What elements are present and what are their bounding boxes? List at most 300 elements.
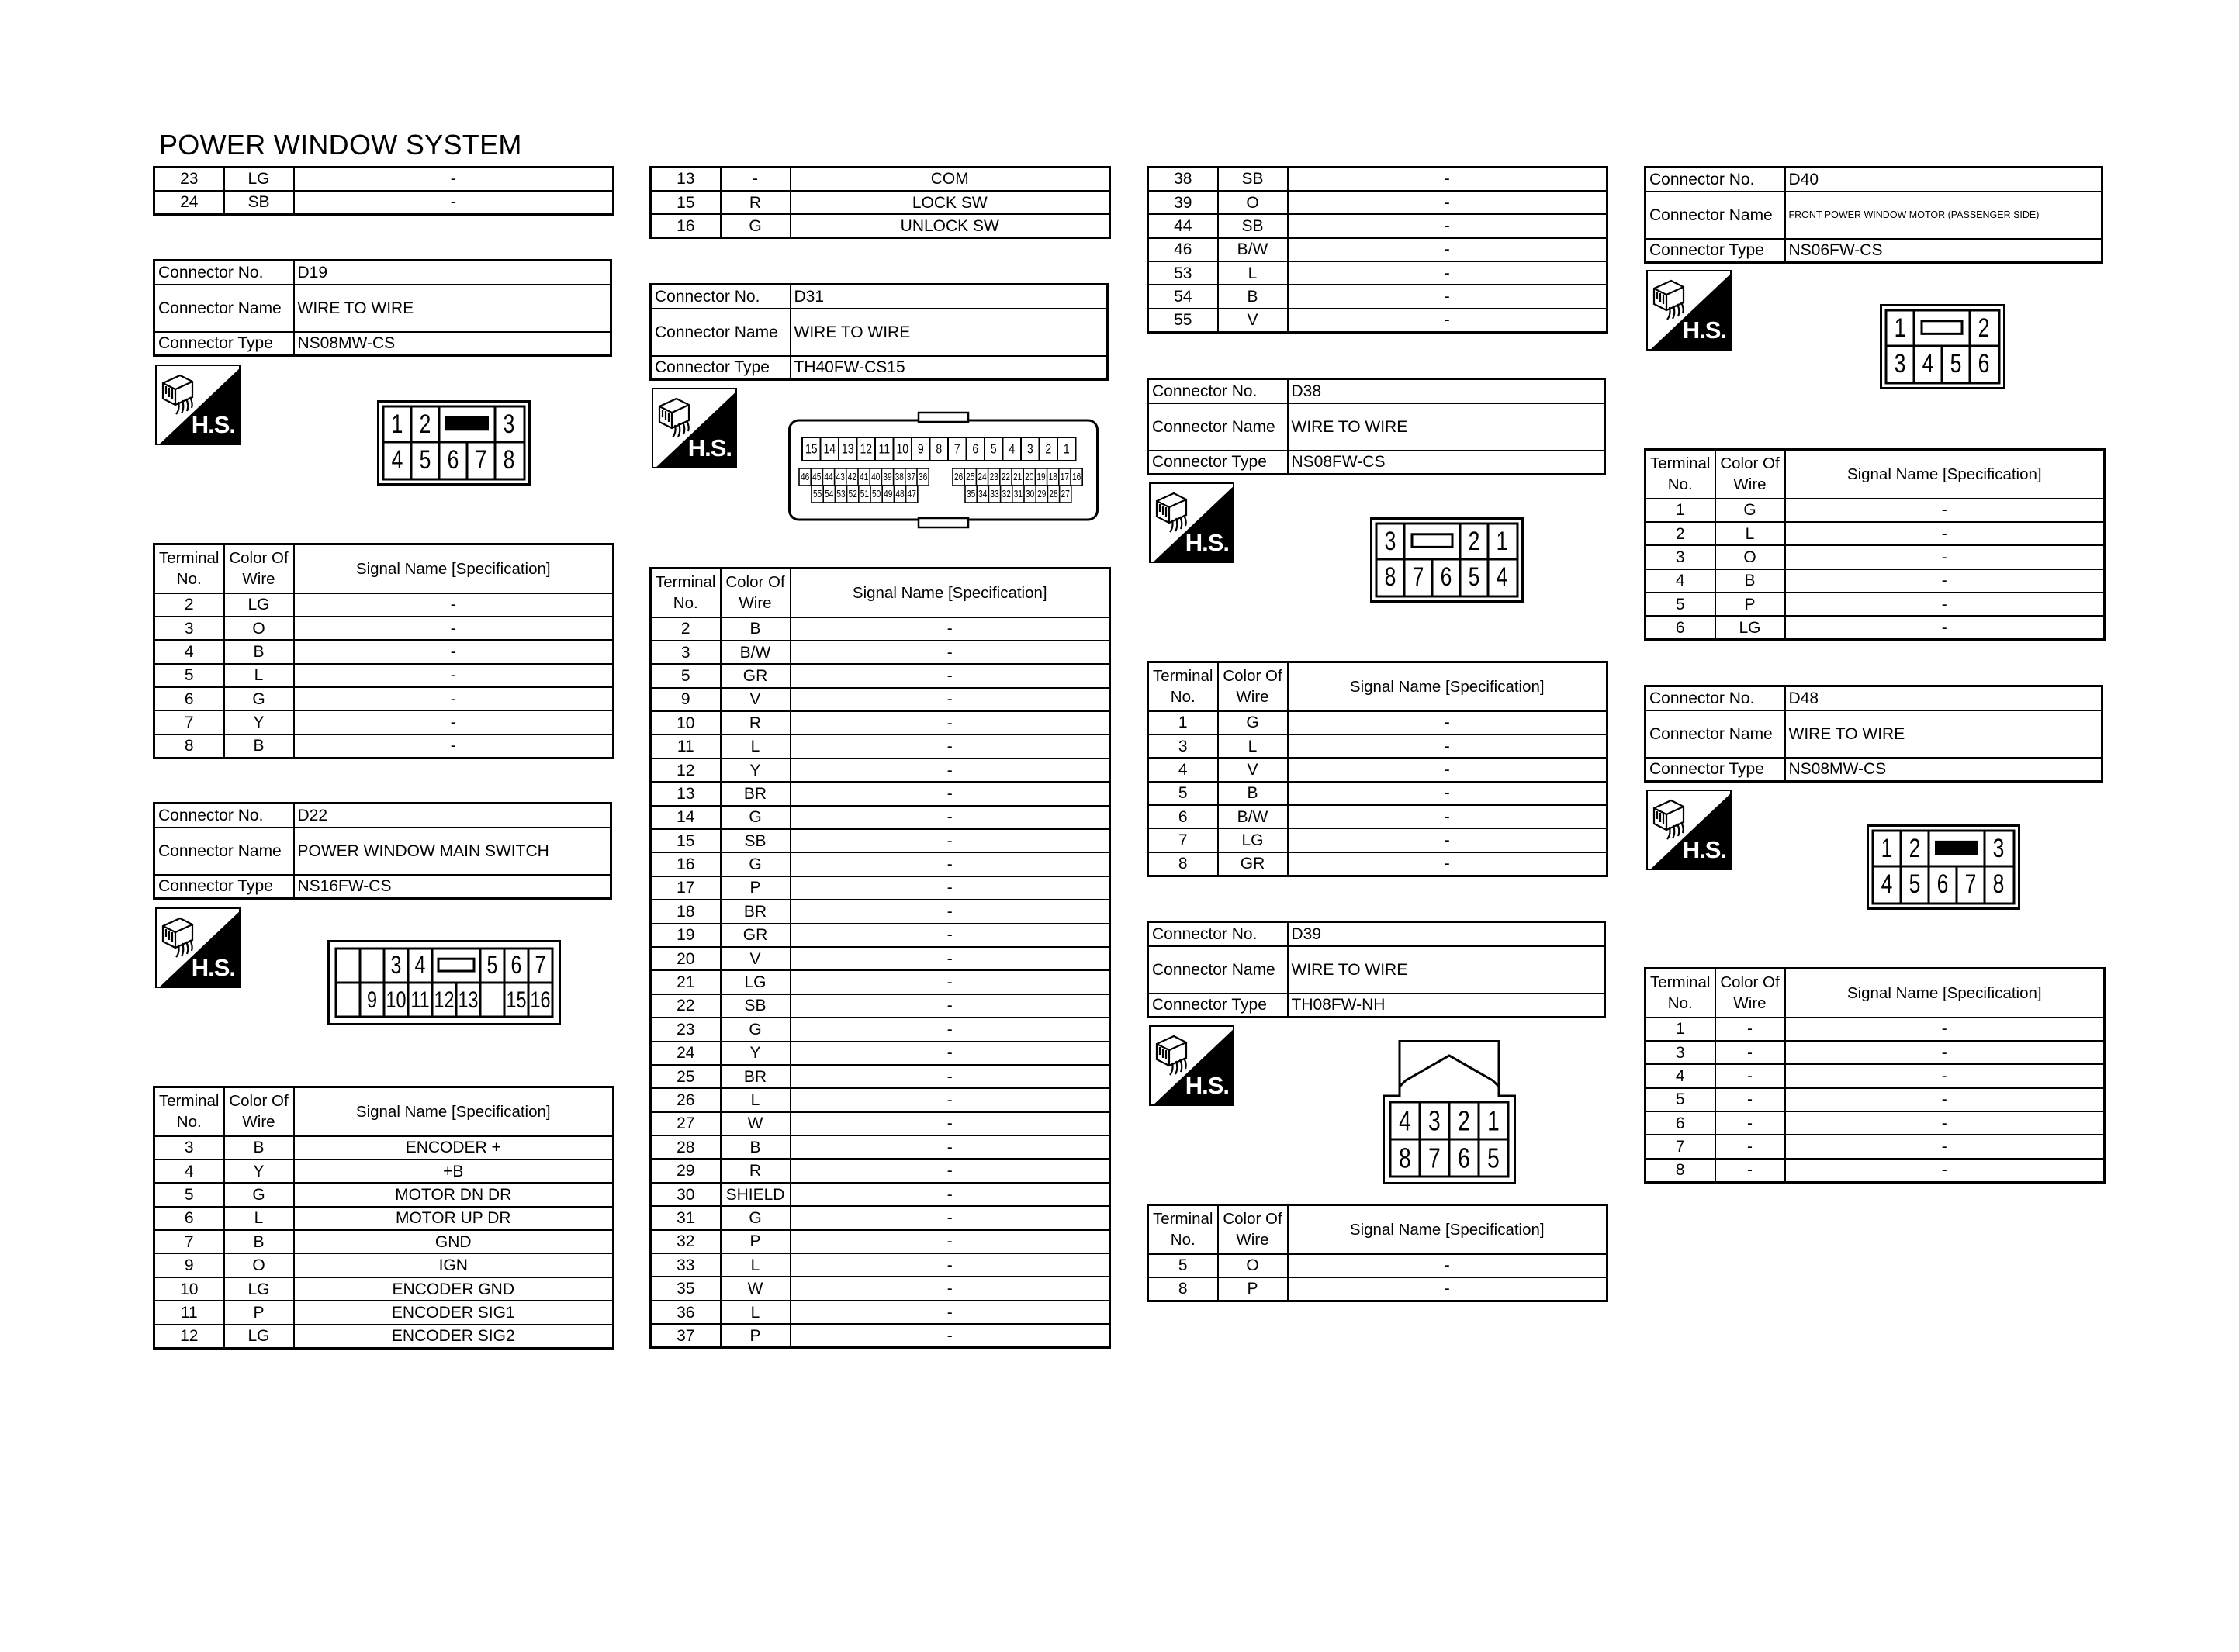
pin-number: 8 xyxy=(936,441,943,458)
connector-no-label: Connector No. xyxy=(1148,379,1288,403)
wire-color-cell: B xyxy=(1715,569,1785,593)
wire-color-cell: R xyxy=(721,711,791,734)
pin-number: 13 xyxy=(458,987,479,1013)
connector-info-d22 xyxy=(153,802,612,900)
harness-side-icon xyxy=(1149,482,1234,563)
wire-color-cell: SB xyxy=(721,829,791,852)
terminal-cell: 35 xyxy=(651,1277,721,1300)
terminal-cell: 10 xyxy=(154,1277,224,1301)
terminal-cell: 16 xyxy=(651,852,721,876)
wire-color-cell: P xyxy=(224,1301,294,1324)
terminal-cell: 12 xyxy=(651,759,721,782)
table-header-row xyxy=(154,544,614,593)
column-header-terminal: Terminal No. xyxy=(1646,450,1715,499)
pin-number: 16 xyxy=(1071,471,1081,483)
connector-no-value: D40 xyxy=(1785,168,2102,192)
table-row xyxy=(651,1159,1110,1182)
pin-number: 45 xyxy=(812,471,822,483)
hs-label: H.S. xyxy=(191,954,235,981)
wire-color-cell: G xyxy=(1715,499,1785,522)
wire-color-cell: G xyxy=(721,806,791,829)
wire-color-cell: V xyxy=(721,688,791,711)
table-row xyxy=(1148,261,1607,285)
table-row xyxy=(1148,734,1607,758)
wire-color-cell: B xyxy=(224,1136,294,1160)
connector-info-table xyxy=(1147,378,1606,475)
pin-number: 8 xyxy=(1399,1142,1411,1174)
terminal-table-d38 xyxy=(1147,661,1606,877)
signal-cell: - xyxy=(791,1112,1110,1135)
pin-number: 52 xyxy=(848,488,857,500)
table-row xyxy=(1148,191,1607,214)
table-row xyxy=(1646,616,2105,639)
signal-cell: ENCODER + xyxy=(294,1136,614,1160)
wire-color-cell: G xyxy=(224,687,294,710)
pin-number: 2 xyxy=(419,410,431,439)
continued-terminal-table-col1 xyxy=(153,166,612,216)
signal-cell: - xyxy=(791,1018,1110,1041)
table-row xyxy=(1646,1064,2105,1087)
table-row xyxy=(1148,758,1607,781)
terminal-cell: 30 xyxy=(651,1183,721,1206)
table-row xyxy=(154,1160,614,1183)
wire-color-cell: - xyxy=(1715,1111,1785,1135)
connector-type-value: NS16FW-CS xyxy=(294,875,611,899)
terminal-cell: 5 xyxy=(154,664,224,687)
connector-name-row xyxy=(1148,946,1605,994)
signal-cell: - xyxy=(1785,1018,2105,1041)
connector-type-row xyxy=(1148,994,1605,1018)
connector-name-label: Connector Name xyxy=(1148,946,1288,994)
connector-info-d31 xyxy=(649,283,1109,381)
table-row xyxy=(651,1324,1110,1347)
wire-color-cell: GR xyxy=(1218,852,1288,876)
wire-color-cell: B xyxy=(1218,782,1288,805)
terminal-cell: 15 xyxy=(651,829,721,852)
wire-color-cell: - xyxy=(1715,1088,1785,1111)
terminal-cell: 5 xyxy=(154,1183,224,1206)
table-row xyxy=(1646,545,2105,569)
pin-number: 7 xyxy=(1412,562,1424,592)
wire-color-cell: L xyxy=(1218,261,1288,285)
pin-number: 8 xyxy=(1384,562,1396,592)
column-header-terminal: Terminal No. xyxy=(1646,969,1715,1018)
table-row xyxy=(1148,1277,1607,1301)
table-row xyxy=(154,640,614,663)
terminal-cell: 7 xyxy=(154,1230,224,1253)
pin-number: 3 xyxy=(1428,1104,1441,1137)
pin-number: 8 xyxy=(503,445,515,475)
pin-number: 30 xyxy=(1025,488,1035,500)
wire-color-cell: GR xyxy=(721,924,791,947)
terminal-cell: 55 xyxy=(1148,309,1218,332)
terminal-table-d31 xyxy=(649,567,1109,1349)
pin-number: 4 xyxy=(1881,869,1893,899)
connector-no-value: D31 xyxy=(791,285,1108,309)
table-header-row xyxy=(154,1087,614,1136)
terminal-cell: 24 xyxy=(651,1042,721,1065)
pin-number: 2 xyxy=(1978,313,1990,343)
table-row xyxy=(651,829,1110,852)
pin-number: 4 xyxy=(1922,349,1934,378)
connector-type-label: Connector Type xyxy=(154,332,294,356)
signal-cell: - xyxy=(1785,616,2105,639)
signal-cell: - xyxy=(294,617,614,640)
signal-cell: - xyxy=(1785,1111,2105,1135)
wire-color-cell: BR xyxy=(721,1065,791,1088)
pin-number: 28 xyxy=(1049,488,1058,500)
pin-number: 26 xyxy=(953,471,964,483)
wire-color-cell: B xyxy=(224,734,294,758)
terminal-cell: 8 xyxy=(1148,1277,1218,1301)
column-header-terminal: Terminal No. xyxy=(154,1087,224,1136)
signal-cell: - xyxy=(791,711,1110,734)
table-row xyxy=(651,924,1110,947)
connector-no-row xyxy=(154,804,611,828)
signal-cell: - xyxy=(1288,734,1607,758)
terminal-cell: 27 xyxy=(651,1112,721,1135)
wire-color-cell: R xyxy=(721,1159,791,1182)
table-row xyxy=(1646,1111,2105,1135)
table-row xyxy=(1646,1041,2105,1064)
signal-cell: - xyxy=(1785,569,2105,593)
connector-lock-key xyxy=(1922,321,1962,334)
table-row xyxy=(154,687,614,710)
connector-info-d38 xyxy=(1147,378,1606,475)
pin-number: 6 xyxy=(1440,562,1452,592)
signal-cell: - xyxy=(791,852,1110,876)
pin-number: 6 xyxy=(447,445,459,475)
table-row xyxy=(154,710,614,734)
terminal-cell: 10 xyxy=(651,711,721,734)
wire-color-cell: SB xyxy=(224,191,294,214)
table-row xyxy=(651,900,1110,923)
signal-cell: - xyxy=(294,593,614,617)
connector-no-row xyxy=(1646,168,2102,192)
terminal-cell: 9 xyxy=(651,688,721,711)
wire-color-cell: V xyxy=(1218,758,1288,781)
terminal-cell: 7 xyxy=(1148,828,1218,852)
signal-cell: MOTOR UP DR xyxy=(294,1207,614,1230)
signal-cell: - xyxy=(791,970,1110,994)
terminal-cell: 13 xyxy=(651,782,721,805)
connector-no-row xyxy=(154,261,611,285)
table-row xyxy=(651,1135,1110,1159)
column-header-terminal: Terminal No. xyxy=(154,544,224,593)
pin-number: 8 xyxy=(1992,869,2005,899)
wire-color-cell: LG xyxy=(224,593,294,617)
wire-color-cell: BR xyxy=(721,782,791,805)
pin-number: 3 xyxy=(1894,349,1906,378)
signal-cell: - xyxy=(1785,499,2105,522)
wire-color-cell: SB xyxy=(721,994,791,1018)
connector-info-d40 xyxy=(1644,166,2103,264)
pin-number: 2 xyxy=(1458,1104,1470,1137)
connector-no-value: D39 xyxy=(1288,922,1605,946)
table-row xyxy=(154,1207,614,1230)
connector-info-table xyxy=(1644,685,2103,783)
connector-info-d19 xyxy=(153,259,612,357)
signal-cell: - xyxy=(791,1324,1110,1347)
column-header-color: Color Of Wire xyxy=(1218,1205,1288,1254)
terminal-cell: 1 xyxy=(1646,1018,1715,1041)
table-row xyxy=(154,1253,614,1277)
table-row xyxy=(1646,1135,2105,1158)
hs-label: H.S. xyxy=(191,411,235,438)
pin-number: 3 xyxy=(1992,834,2005,863)
pin-number: 14 xyxy=(823,441,836,458)
terminal-cell: 11 xyxy=(154,1301,224,1324)
signal-cell: - xyxy=(791,617,1110,641)
connector-lock-key xyxy=(1935,841,1978,855)
pin-number: 1 xyxy=(1894,313,1906,343)
connector-name-row xyxy=(1148,403,1605,451)
table-row xyxy=(1646,1159,2105,1182)
pin-number: 36 xyxy=(918,471,928,483)
table-row xyxy=(651,970,1110,994)
table-row xyxy=(154,734,614,758)
terminal-cell: 3 xyxy=(1148,734,1218,758)
connector-type-label: Connector Type xyxy=(1646,758,1785,782)
column-header-color: Color Of Wire xyxy=(1218,662,1288,711)
pin-number: 38 xyxy=(895,471,904,483)
harness-side-icon xyxy=(155,907,241,988)
table-row xyxy=(651,1230,1110,1253)
signal-cell: IGN xyxy=(294,1253,614,1277)
pin-number: 5 xyxy=(1909,869,1921,899)
wire-color-cell: O xyxy=(1218,191,1288,214)
wire-color-cell: B/W xyxy=(721,641,791,664)
wire-color-cell: B/W xyxy=(1218,805,1288,828)
wire-color-cell: L xyxy=(721,1301,791,1324)
pin-number: 15 xyxy=(506,987,527,1013)
connector-type-value: NS06FW-CS xyxy=(1785,239,2102,263)
connector-name-label: Connector Name xyxy=(1646,710,1785,758)
connector-no-value: D22 xyxy=(294,804,611,828)
wire-color-cell: B xyxy=(721,1135,791,1159)
signal-cell: ENCODER SIG1 xyxy=(294,1301,614,1324)
wire-color-cell: Y xyxy=(224,710,294,734)
pin-number: 32 xyxy=(1002,488,1011,500)
column-header-signal: Signal Name [Specification] xyxy=(791,569,1110,617)
wire-color-cell: G xyxy=(721,214,791,237)
connector-type-value: TH08FW-NH xyxy=(1288,994,1605,1018)
terminal-cell: 31 xyxy=(651,1206,721,1229)
signal-cell: - xyxy=(1288,191,1607,214)
pin-number: 2 xyxy=(1468,527,1480,556)
pin-number: 15 xyxy=(805,441,818,458)
harness-side-icon xyxy=(1149,1025,1234,1106)
hs-label: H.S. xyxy=(687,434,732,461)
signal-cell: - xyxy=(791,1042,1110,1065)
table-row xyxy=(1148,309,1607,332)
wire-color-cell: L xyxy=(721,734,791,758)
table-row xyxy=(651,1018,1110,1041)
terminal-cell: 5 xyxy=(1646,1088,1715,1111)
pin-number: 31 xyxy=(1013,488,1023,500)
signal-cell: - xyxy=(1288,711,1607,734)
signal-cell: ENCODER SIG2 xyxy=(294,1325,614,1348)
pin-number: 5 xyxy=(1468,562,1480,592)
wire-color-cell: B xyxy=(224,640,294,663)
table-row xyxy=(651,876,1110,900)
pin-number: 40 xyxy=(871,471,881,483)
terminal-table-d22 xyxy=(153,1086,612,1350)
pin-number: 5 xyxy=(1950,349,1962,378)
signal-cell: - xyxy=(791,641,1110,664)
continued-terminal-table-col3 xyxy=(1147,166,1606,334)
table-row xyxy=(1148,711,1607,734)
terminal-cell: 16 xyxy=(651,214,721,237)
column-header-color: Color Of Wire xyxy=(224,544,294,593)
table-header-row xyxy=(1646,969,2105,1018)
signal-cell: - xyxy=(791,994,1110,1018)
wire-color-cell: G xyxy=(1218,711,1288,734)
signal-cell: - xyxy=(791,1065,1110,1088)
connector-type-label: Connector Type xyxy=(1646,239,1785,263)
pin-number: 13 xyxy=(841,441,854,458)
table-row xyxy=(1148,852,1607,876)
table-row xyxy=(1646,499,2105,522)
signal-cell: COM xyxy=(791,168,1110,191)
connector-info-table xyxy=(1644,166,2103,264)
column-header-terminal: Terminal No. xyxy=(1148,1205,1218,1254)
table-row xyxy=(651,1112,1110,1135)
pin-number: 10 xyxy=(896,441,909,458)
pin-number: 42 xyxy=(847,471,857,483)
terminal-cell: 36 xyxy=(651,1301,721,1324)
wire-color-cell: B/W xyxy=(1218,238,1288,261)
terminal-cell: 5 xyxy=(1148,1254,1218,1277)
pin-number: 7 xyxy=(475,445,487,475)
table-row xyxy=(1148,805,1607,828)
terminal-cell: 53 xyxy=(1148,261,1218,285)
terminal-cell: 46 xyxy=(1148,238,1218,261)
connector-info-d39 xyxy=(1147,921,1606,1018)
wire-color-cell: - xyxy=(1715,1064,1785,1087)
pin-number: 11 xyxy=(878,441,891,458)
signal-cell: - xyxy=(1288,168,1607,191)
terminal-cell: 4 xyxy=(1148,758,1218,781)
connector-name-label: Connector Name xyxy=(1646,192,1785,239)
signal-cell: - xyxy=(1288,828,1607,852)
pin-number: 6 xyxy=(1978,349,1990,378)
connector-no-label: Connector No. xyxy=(154,804,294,828)
terminal-cell: 9 xyxy=(154,1253,224,1277)
terminal-cell: 23 xyxy=(651,1018,721,1041)
terminal-cell: 7 xyxy=(154,710,224,734)
terminal-cell: 12 xyxy=(154,1325,224,1348)
signal-cell: - xyxy=(791,876,1110,900)
wire-color-cell: O xyxy=(1218,1254,1288,1277)
wire-color-cell: LG xyxy=(224,1277,294,1301)
pin-number: 49 xyxy=(884,488,893,500)
column-header-signal: Signal Name [Specification] xyxy=(1785,969,2105,1018)
terminal-cell: 5 xyxy=(1646,593,1715,616)
wire-color-cell: P xyxy=(1715,593,1785,616)
table-row xyxy=(1646,593,2105,616)
pin-number: 6 xyxy=(1936,869,1949,899)
connector-name-value: WIRE TO WIRE xyxy=(294,285,611,332)
terminal-cell: 39 xyxy=(1148,191,1218,214)
signal-cell: GND xyxy=(294,1230,614,1253)
table-row xyxy=(651,688,1110,711)
terminal-cell: 8 xyxy=(154,734,224,758)
table-row xyxy=(651,806,1110,829)
signal-cell: - xyxy=(294,710,614,734)
terminal-cell: 8 xyxy=(1148,852,1218,876)
column-header-color: Color Of Wire xyxy=(224,1087,294,1136)
table-row xyxy=(651,852,1110,876)
hs-label: H.S. xyxy=(1185,1072,1229,1099)
pin-number: 18 xyxy=(1048,471,1057,483)
terminal-cell: 38 xyxy=(1148,168,1218,191)
table-row xyxy=(1148,285,1607,308)
pin-number: 47 xyxy=(907,488,916,500)
terminal-cell: 22 xyxy=(651,994,721,1018)
connector-no-value: D38 xyxy=(1288,379,1605,403)
pin-number: 4 xyxy=(1009,441,1016,458)
pin-number: 4 xyxy=(414,952,426,980)
signal-cell: +B xyxy=(294,1160,614,1183)
connector-info-table xyxy=(153,259,612,357)
wire-color-cell: L xyxy=(721,1253,791,1277)
column-header-signal: Signal Name [Specification] xyxy=(294,544,614,593)
table-row xyxy=(651,214,1110,237)
wire-color-cell: B xyxy=(224,1230,294,1253)
pin-number: 9 xyxy=(917,441,924,458)
table-header-row xyxy=(1148,662,1607,711)
wire-color-cell: W xyxy=(721,1112,791,1135)
pin-number: 6 xyxy=(972,441,979,458)
connector-name-row xyxy=(154,285,611,332)
wire-color-cell: - xyxy=(1715,1018,1785,1041)
signal-cell: - xyxy=(1288,1277,1607,1301)
column-header-signal: Signal Name [Specification] xyxy=(1288,1205,1607,1254)
terminal-cell: 14 xyxy=(651,806,721,829)
signal-cell: - xyxy=(1288,852,1607,876)
signal-cell: - xyxy=(294,191,614,214)
table-row xyxy=(1646,1088,2105,1111)
wire-color-cell: G xyxy=(721,1018,791,1041)
table-row xyxy=(651,1183,1110,1206)
terminal-cell: 23 xyxy=(154,168,224,191)
table-row xyxy=(651,168,1110,191)
wire-color-cell: LG xyxy=(224,1325,294,1348)
pin-number: 1 xyxy=(1881,834,1893,863)
wire-color-cell: LG xyxy=(224,168,294,191)
signal-cell: - xyxy=(791,782,1110,805)
harness-side-icon xyxy=(1646,790,1732,870)
terminal-cell: 4 xyxy=(154,1160,224,1183)
signal-cell: - xyxy=(791,1088,1110,1111)
signal-cell: - xyxy=(1785,545,2105,569)
wire-color-cell: G xyxy=(721,852,791,876)
table-row xyxy=(651,1206,1110,1229)
signal-cell: - xyxy=(1288,285,1607,308)
connector-lock-key xyxy=(438,959,474,971)
wire-color-cell: V xyxy=(1218,309,1288,332)
continued-terminal-table-col2 xyxy=(649,166,1109,239)
wire-color-cell: L xyxy=(1715,522,1785,545)
pin-number: 37 xyxy=(906,471,916,483)
pin-number: 44 xyxy=(824,471,833,483)
connector-name-label: Connector Name xyxy=(154,828,294,875)
connector-name-value: WIRE TO WIRE xyxy=(1288,403,1605,451)
pin-number: 29 xyxy=(1037,488,1047,500)
table-row xyxy=(1148,782,1607,805)
pin-number: 6 xyxy=(510,952,522,980)
